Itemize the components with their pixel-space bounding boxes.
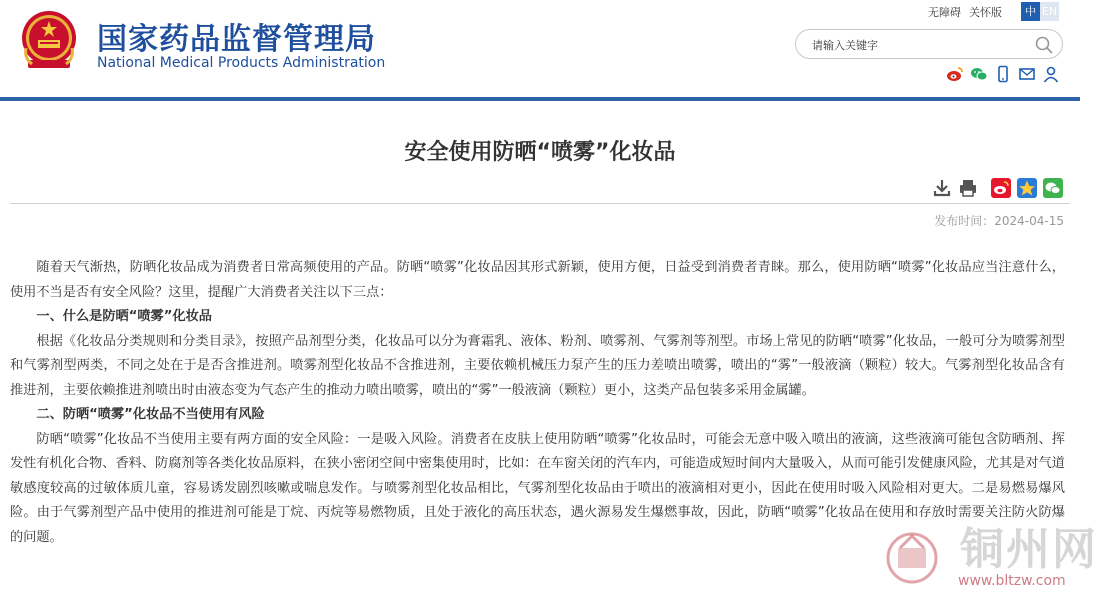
title-divider — [10, 203, 1070, 204]
social-links — [946, 65, 1060, 83]
publish-date-label: 发布时间： — [934, 214, 995, 228]
watermark-url: www.bltzw.com — [958, 573, 1066, 589]
download-icon[interactable] — [932, 178, 952, 198]
article-title: 安全使用防晒“喷雾”化妆品 — [404, 140, 676, 165]
mobile-icon[interactable] — [994, 65, 1012, 83]
wechat-icon[interactable] — [970, 65, 988, 83]
national-emblem-icon[interactable] — [18, 8, 80, 72]
weibo-icon[interactable] — [946, 65, 964, 83]
article-paragraph: 随着天气渐热，防晒化妆品成为消费者日常高频使用的产品。防晒“喷雾”化妆品因其形式新颖，使用方便，日益受到消费者青睐。那么，使用防晒“喷雾”化妆品应当注意什么，使用不当是否有安全风险？这里，提醒广大消费者关注以下三点： — [10, 260, 1065, 300]
article-paragraph: 防晒“喷雾”化妆品不当使用主要有两方面的安全风险：一是吸入风险。消费者在皮肤上使用防晒“喷雾”化妆品时，可能会无意中吸入喷出的液滴，这些液滴可能包含防晒剂、挥发性有机化合物、香料、防腐剂等各类化妆品原料，在狭小密闭空间中密集使用时，比如：在车窗关闭的汽车内，可能造成短时间内大量吸入，从而可能引发健康风险，尤其是对气道敏感度较高的过敏体质儿童，容易诱发剧烈咳嗽或喘息发作。与喷雾剂型化妆品相比，气雾剂型化妆品由于喷出的液滴相对更小，因此在使用时吸入风险相对更大。二是易燃易爆风险。由于气雾剂型产品中使用的推进剂可能是丁烷、丙烷等易燃物质，且处于液化的高压状态，遇火源易发生爆燃事故，因此，防晒“喷雾”化妆品在使用和存放时需要关注防火防爆的问题。 — [10, 431, 1065, 545]
watermark-text: 铜州网 — [960, 524, 1098, 575]
care-mode-link[interactable]: 关怀版 — [969, 6, 1002, 19]
site-header — [0, 0, 1080, 100]
share-qzone-icon[interactable] — [1017, 178, 1037, 198]
search-box — [795, 29, 1063, 59]
header-divider-bar — [0, 97, 1080, 101]
publish-date — [870, 212, 1064, 229]
publish-date-value: 2024-04-15 — [994, 214, 1064, 228]
print-icon[interactable] — [958, 178, 978, 198]
section-heading: 二、防晒“喷雾”化妆品不当使用有风险 — [36, 407, 265, 422]
search-input[interactable] — [812, 36, 1022, 54]
share-wechat-icon[interactable] — [1043, 178, 1063, 198]
mail-icon[interactable] — [1018, 65, 1036, 83]
search-icon[interactable] — [1034, 35, 1054, 55]
section-heading: 一、什么是防晒“喷雾”化妆品 — [36, 309, 212, 324]
article-body — [10, 256, 1065, 550]
share-weibo-icon[interactable] — [991, 178, 1011, 198]
share-tools — [991, 178, 1063, 200]
accessibility-link[interactable]: 无障碍 — [928, 6, 961, 19]
top-links — [928, 4, 1010, 20]
lang-en-button[interactable]: EN — [1040, 2, 1059, 21]
article-paragraph: 根据《化妆品分类规则和分类目录》，按照产品剂型分类，化妆品可以分为膏霜乳、液体、粉剂、喷雾剂、气雾剂等剂型。市场上常见的防晒“喷雾”化妆品，一般可分为喷雾剂型和气雾剂型两类，不同之处在于是否含推进剂。喷雾剂型化妆品不含推进剂，主要依赖机械压力泵产生的压力差喷出喷雾，喷出的“雾”一般液滴（颗粒）较大。气雾剂型化妆品含有推进剂，主要依赖推进剂喷出时由液态变为气态产生的推动力喷出喷雾，喷出的“雾”一般液滴（颗粒）更小，这类产品包装多采用金属罐。 — [10, 333, 1065, 398]
watermark-logo-icon — [876, 520, 948, 592]
site-subtitle[interactable]: National Medical Products Administration — [97, 55, 386, 71]
user-icon[interactable] — [1042, 65, 1060, 83]
site-title[interactable]: 国家药品监督管理局 — [97, 22, 376, 57]
lang-zh-button[interactable]: 中 — [1021, 2, 1040, 21]
article-tools — [932, 178, 978, 200]
